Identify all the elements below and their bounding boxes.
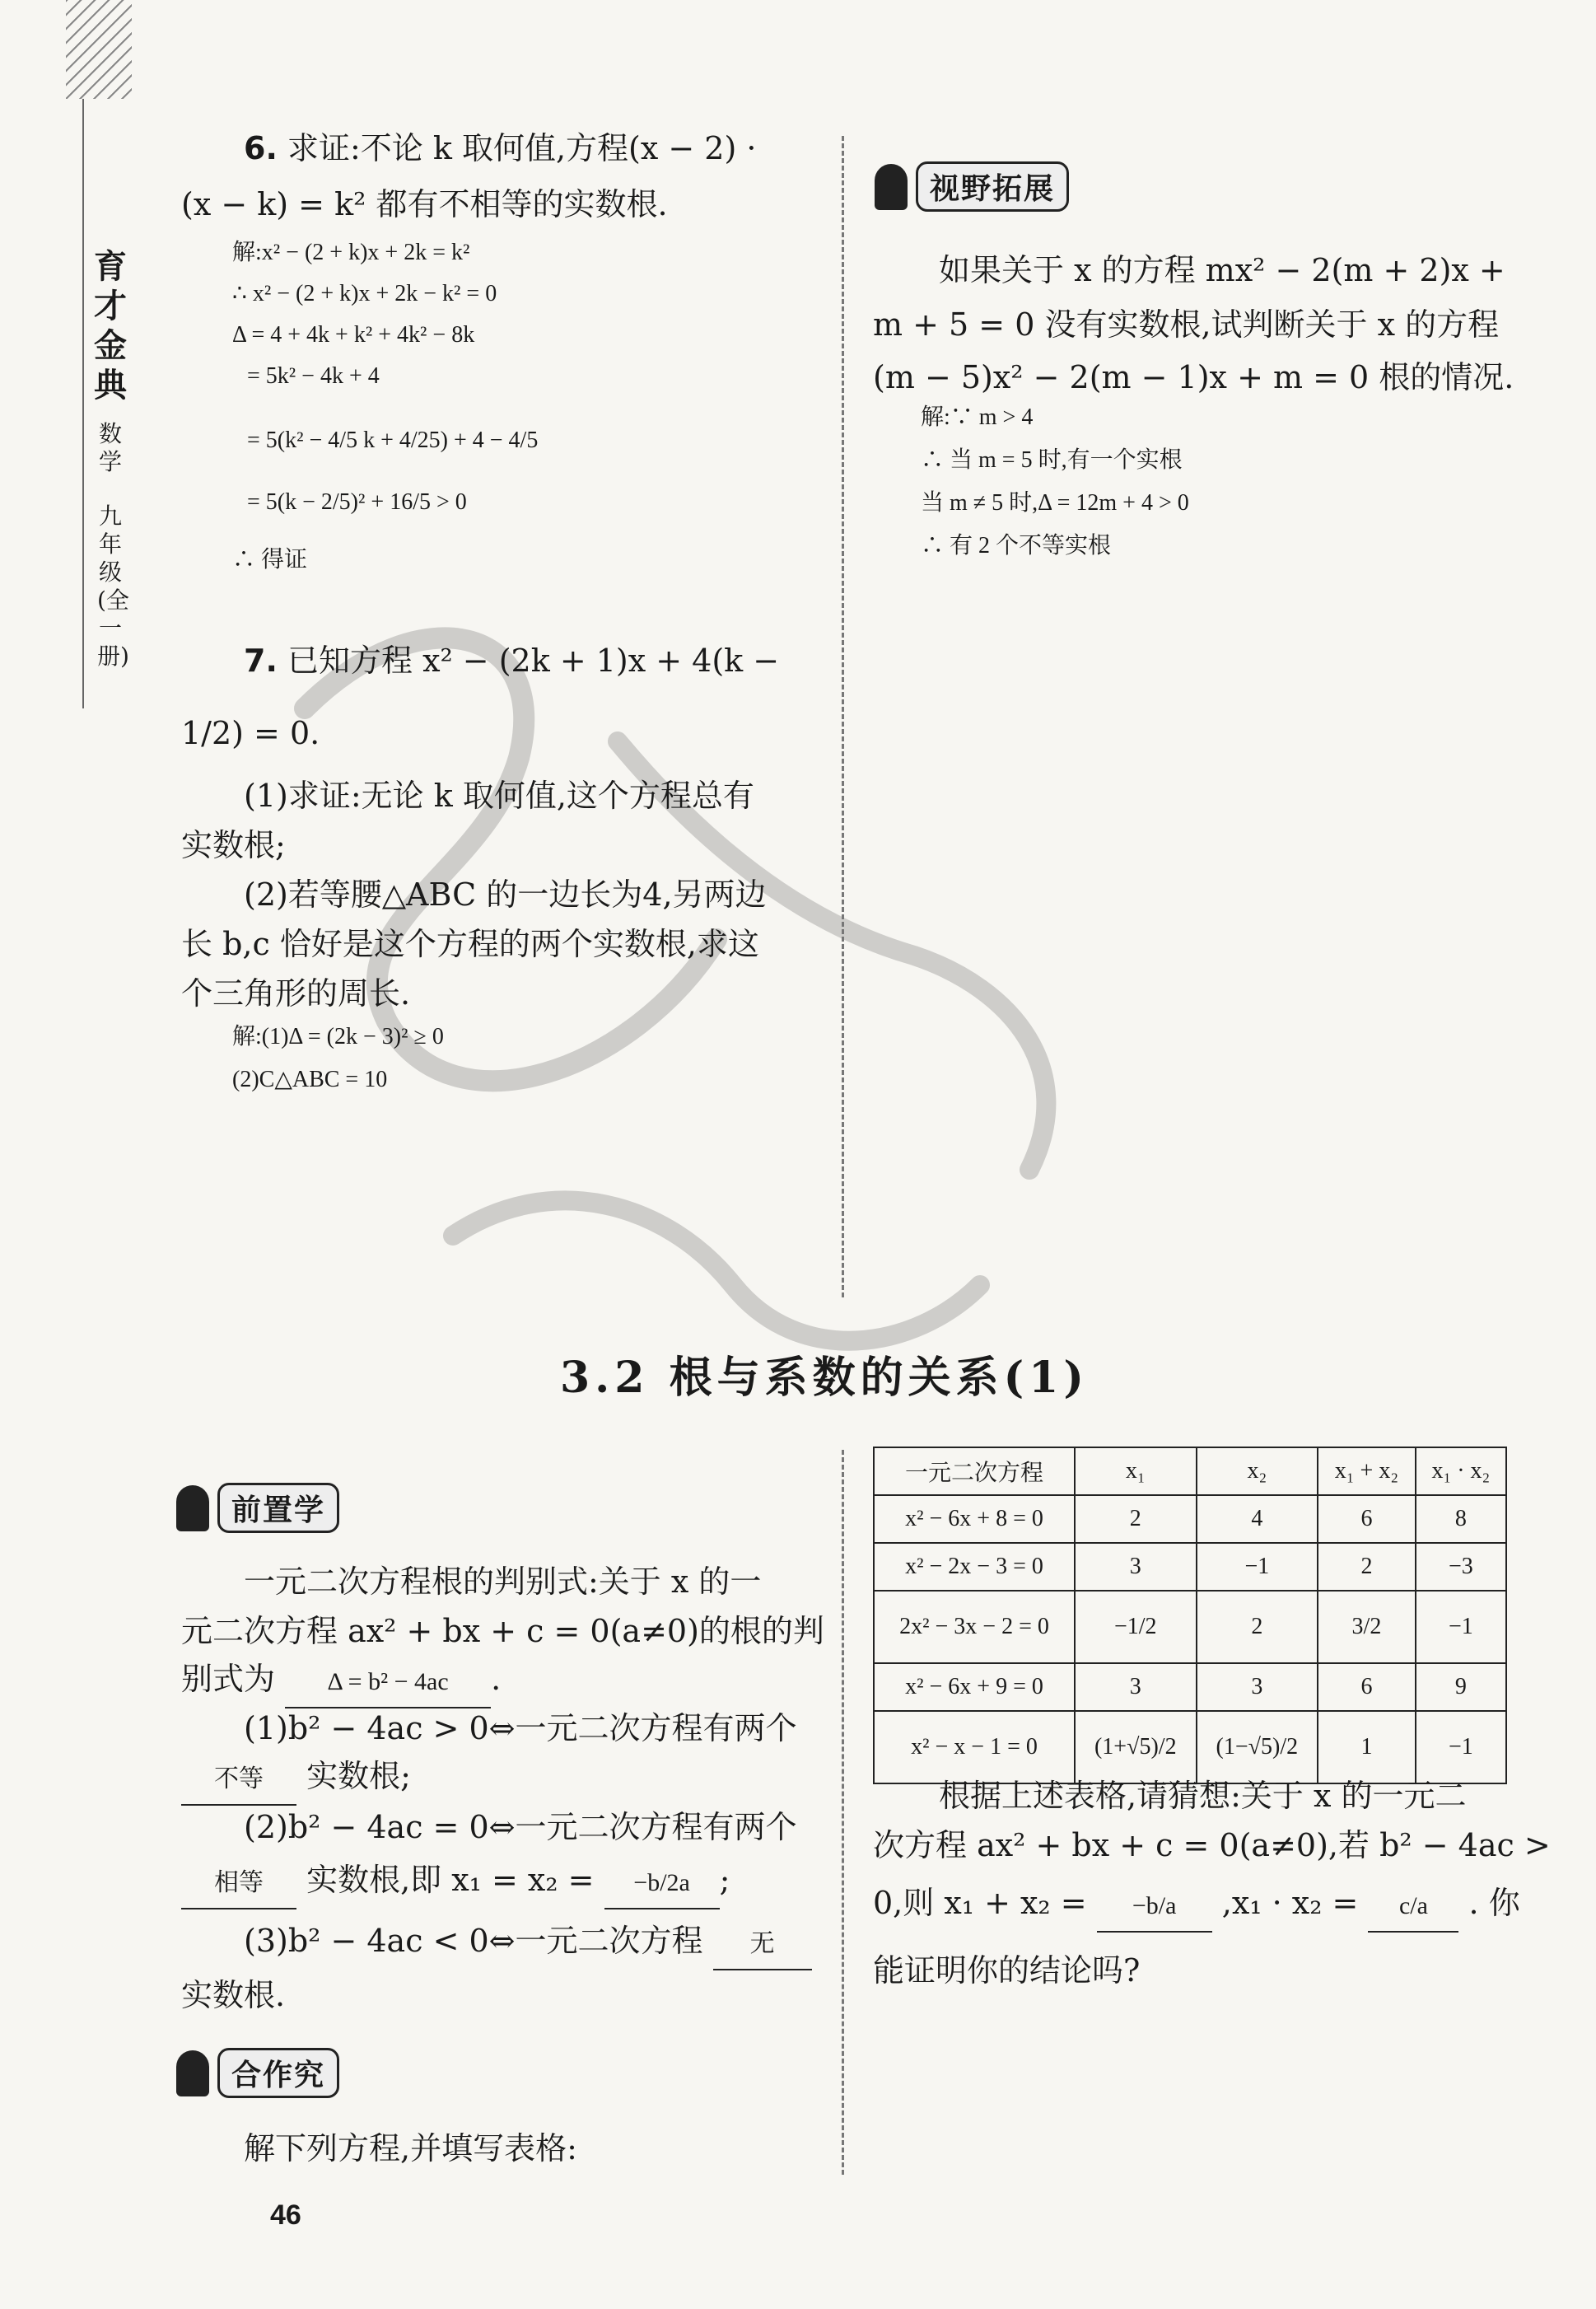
case2-root-answer: −b/2a bbox=[604, 1858, 720, 1909]
pre-line3-text: 别式为 bbox=[181, 1661, 276, 1697]
table-cell: 2 bbox=[1318, 1543, 1416, 1591]
expand-badge bbox=[875, 161, 1069, 212]
table-cell: (1+√5)/2 bbox=[1075, 1711, 1197, 1783]
table-header-row bbox=[874, 1447, 1506, 1495]
expand-badge-label: 视野拓展 bbox=[916, 161, 1069, 212]
th-product: x₁ · x₂ bbox=[1416, 1447, 1506, 1495]
expand-sol-1: ∴ 当 m = 5 时,有一个实根 bbox=[921, 447, 1183, 473]
table-cell: 6 bbox=[1318, 1495, 1416, 1543]
table-cell: 2 bbox=[1075, 1495, 1197, 1543]
guess-line2: 次方程 ax² + bx + c = 0(a≠0),若 b² − 4ac > bbox=[873, 1827, 1551, 1863]
table-cell: 1 bbox=[1318, 1711, 1416, 1783]
table-cell: (1−√5)/2 bbox=[1197, 1711, 1318, 1783]
table-cell: x² − 2x − 3 = 0 bbox=[874, 1543, 1075, 1591]
expand-sol-0: 解:∵ m > 4 bbox=[921, 404, 1034, 430]
table-cell: x² − 6x + 9 = 0 bbox=[874, 1663, 1075, 1711]
expand-text3: (m − 5)x² − 2(m − 1)x + m = 0 根的情况. bbox=[873, 359, 1514, 395]
q6-sol-6: ∴ 得证 bbox=[232, 547, 308, 573]
pre-line1: 一元二次方程根的判别式:关于 x 的一 bbox=[244, 1563, 762, 1600]
th-x2: x₂ bbox=[1197, 1447, 1318, 1495]
case1-tail: 实数根; bbox=[306, 1758, 411, 1794]
expand-text2: m + 5 = 0 没有实数根,试判断关于 x 的方程 bbox=[873, 306, 1500, 343]
guess-line4: 能证明你的结论吗? bbox=[873, 1952, 1141, 1989]
student-figure-icon bbox=[875, 164, 908, 210]
coop-badge-label: 合作究 bbox=[217, 2048, 339, 2098]
discriminant-answer: Δ = b² − 4ac bbox=[285, 1657, 491, 1708]
table-cell: x² − x − 1 = 0 bbox=[874, 1711, 1075, 1783]
table-cell: 3/2 bbox=[1318, 1591, 1416, 1663]
sum-answer: −b/a bbox=[1097, 1881, 1212, 1933]
table-row bbox=[874, 1663, 1506, 1711]
spine-grade: 九年级(全一册) bbox=[97, 502, 129, 670]
q6-sol-2: Δ = 4 + 4k + k² + 4k² − 8k bbox=[232, 322, 475, 348]
q7-sol2: (2)C△ABC = 10 bbox=[232, 1067, 388, 1092]
q6-number: 6. bbox=[244, 130, 278, 166]
guess-line3a: 0,则 x₁ + x₂ = bbox=[873, 1885, 1087, 1921]
pre-case1: (1)b² − 4ac > 0⇔一元二次方程有两个 bbox=[244, 1710, 797, 1746]
guess-line3b: ,x₁ · x₂ = bbox=[1221, 1885, 1359, 1921]
table-cell: 3 bbox=[1197, 1663, 1318, 1711]
case2-tail: 实数根,即 x₁ = x₂ = bbox=[306, 1862, 595, 1898]
case1-answer: 不等 bbox=[181, 1755, 296, 1806]
guess-line1: 根据上述表格,请猜想:关于 x 的一元二 bbox=[939, 1778, 1467, 1814]
column-divider-bottom bbox=[842, 1450, 844, 2175]
q6-sol-3: = 5k² − 4k + 4 bbox=[247, 363, 380, 389]
roots-table bbox=[873, 1447, 1507, 1784]
pre-case3 bbox=[244, 1916, 812, 1970]
table-cell: 2 bbox=[1197, 1591, 1318, 1663]
case2-answer: 相等 bbox=[181, 1858, 296, 1909]
q7-text1: 已知方程 x² − (2k + 1)x + 4(k − bbox=[287, 643, 780, 679]
case3-tail: 实数根. bbox=[181, 1977, 286, 2013]
q6-sol-4: = 5(k² − 4/5 k + 4/25) + 4 − 4/5 bbox=[247, 428, 539, 453]
coop-badge bbox=[176, 2048, 339, 2098]
student-figure-icon bbox=[176, 2050, 209, 2096]
q7-line1 bbox=[244, 636, 779, 685]
th-x1: x₁ bbox=[1075, 1447, 1197, 1495]
section-title: 3.2 根与系数的关系(1) bbox=[560, 1353, 1089, 1403]
expand-sol-2: 当 m ≠ 5 时,Δ = 12m + 4 > 0 bbox=[921, 490, 1189, 516]
q6-sol-5: = 5(k − 2/5)² + 16/5 > 0 bbox=[247, 489, 467, 515]
table-cell: 3 bbox=[1075, 1663, 1197, 1711]
q7-part1-a: (1)求证:无论 k 取何值,这个方程总有 bbox=[244, 778, 754, 814]
pre-line2: 元二次方程 ax² + bx + c = 0(a≠0)的根的判 bbox=[181, 1613, 824, 1649]
guess-line3 bbox=[873, 1878, 1520, 1933]
table-cell: 8 bbox=[1416, 1495, 1506, 1543]
table-cell: 9 bbox=[1416, 1663, 1506, 1711]
pre-case2-line2: 相等 实数根,即 x₁ = x₂ = −b/2a ; bbox=[181, 1855, 730, 1909]
pre-case2: (2)b² − 4ac = 0⇔一元二次方程有两个 bbox=[244, 1809, 797, 1845]
spine-subject: 数学 bbox=[98, 420, 122, 475]
q7-part2-b: 长 b,c 恰好是这个方程的两个实数根,求这 bbox=[181, 926, 759, 962]
table-row bbox=[874, 1591, 1506, 1663]
case3-answer: 无 bbox=[713, 1919, 812, 1970]
table-cell: −3 bbox=[1416, 1543, 1506, 1591]
table-cell: x² − 6x + 8 = 0 bbox=[874, 1495, 1075, 1543]
page-number: 46 bbox=[270, 2199, 301, 2231]
q6-line1 bbox=[244, 124, 756, 173]
spine-book-title: 育才金典 bbox=[94, 247, 127, 404]
q7-part2-c: 个三角形的周长. bbox=[181, 975, 411, 1012]
q6-text1: 求证:不论 k 取何值,方程(x − 2) · bbox=[287, 130, 757, 166]
q6-sol-0: 解:x² − (2 + k)x + 2k = k² bbox=[232, 240, 470, 265]
q7-part1-b: 实数根; bbox=[181, 827, 286, 863]
table-cell: 6 bbox=[1318, 1663, 1416, 1711]
pre-badge-label: 前置学 bbox=[217, 1483, 339, 1533]
coop-text: 解下列方程,并填写表格: bbox=[244, 2130, 577, 2166]
q7-sol1: 解:(1)Δ = (2k − 3)² ≥ 0 bbox=[232, 1024, 444, 1049]
expand-text1: 如果关于 x 的方程 mx² − 2(m + 2)x + bbox=[939, 252, 1505, 288]
q6-sol-1: ∴ x² − (2 + k)x + 2k − k² = 0 bbox=[232, 281, 497, 306]
table-cell: 4 bbox=[1197, 1495, 1318, 1543]
student-figure-icon bbox=[176, 1485, 209, 1531]
table-cell: 3 bbox=[1075, 1543, 1197, 1591]
table-cell: 2x² − 3x − 2 = 0 bbox=[874, 1591, 1075, 1663]
spine-divider bbox=[82, 99, 84, 708]
column-divider-top bbox=[842, 136, 844, 1297]
q7-text2: 1/2) = 0. bbox=[181, 715, 320, 751]
expand-sol-3: ∴ 有 2 个不等实根 bbox=[921, 533, 1112, 559]
guess-line3c: . 你 bbox=[1468, 1885, 1520, 1921]
pre-badge bbox=[176, 1483, 339, 1533]
q7-part2-a: (2)若等腰△ABC 的一边长为4,另两边 bbox=[244, 876, 767, 913]
table-row bbox=[874, 1543, 1506, 1591]
th-equation: 一元二次方程 bbox=[874, 1447, 1075, 1495]
pre-line3: 别式为 Δ = b² − 4ac . bbox=[181, 1654, 501, 1708]
th-sum: x₁ + x₂ bbox=[1318, 1447, 1416, 1495]
table-cell: −1 bbox=[1197, 1543, 1318, 1591]
table-row bbox=[874, 1495, 1506, 1543]
q6-text2: (x − k) = k² 都有不相等的实数根. bbox=[181, 186, 668, 222]
pre-case1-line2 bbox=[181, 1751, 411, 1806]
case3-text: (3)b² − 4ac < 0⇔一元二次方程 bbox=[244, 1923, 703, 1959]
table-cell: −1/2 bbox=[1075, 1591, 1197, 1663]
product-answer: c/a bbox=[1368, 1881, 1458, 1933]
table-cell: −1 bbox=[1416, 1591, 1506, 1663]
q7-number: 7. bbox=[244, 643, 278, 679]
table-cell: −1 bbox=[1416, 1711, 1506, 1783]
spine-hatch bbox=[66, 0, 132, 99]
